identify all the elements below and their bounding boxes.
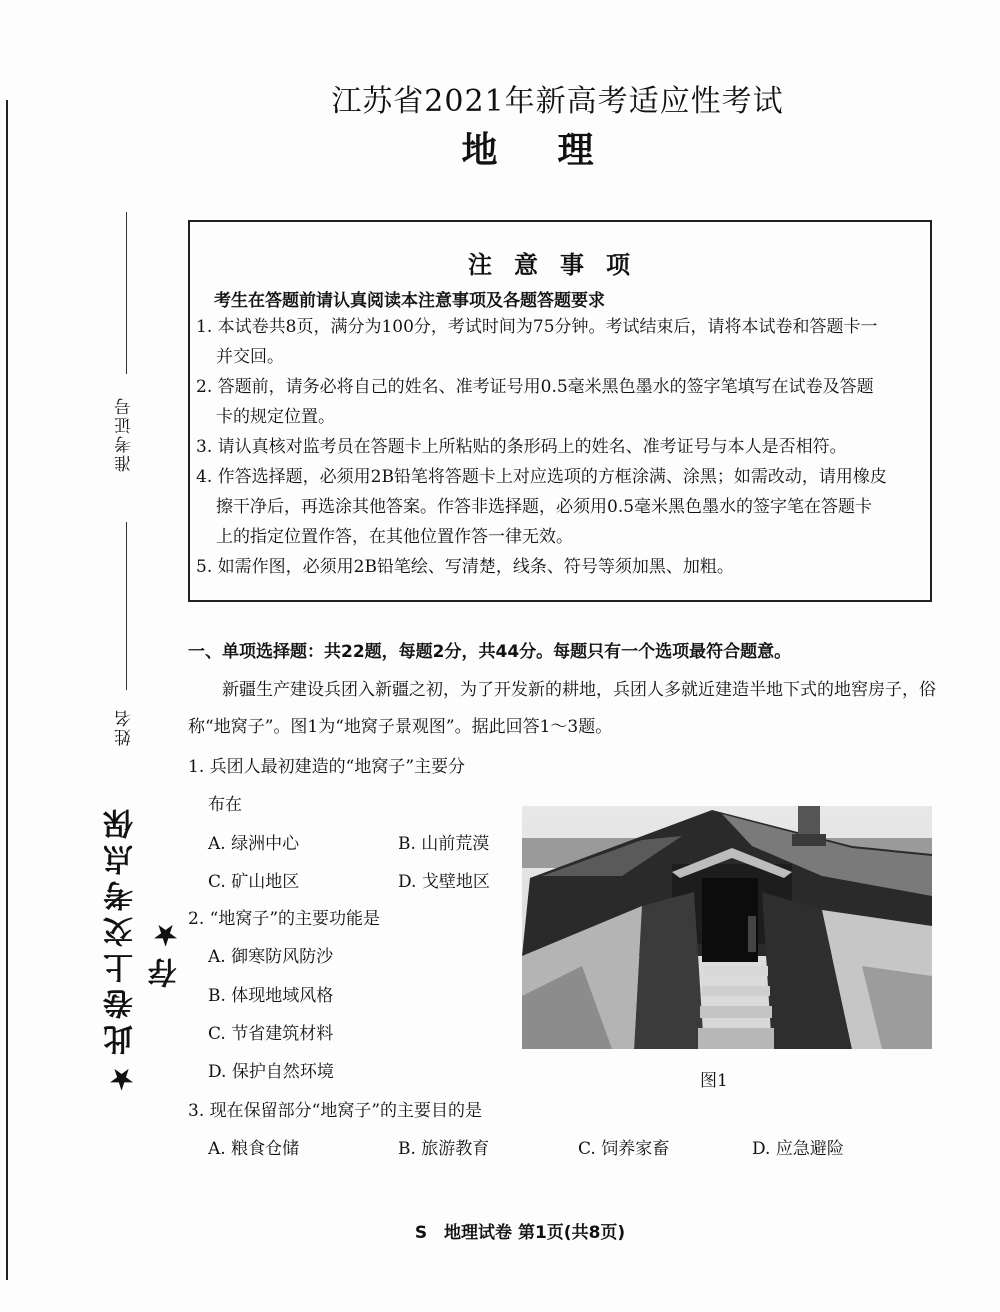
notice-subheading: 考生在答题前请认真阅读本注意事项及各题答题要求	[214, 291, 605, 311]
notice-rule: 3. 请认真核对监考员在答题卡上所粘贴的条形码上的姓名、准考证号与本人是否相符。	[196, 437, 847, 457]
option-3a: A. 粮食仓储	[208, 1139, 300, 1159]
option-1d: D. 戈壁地区	[398, 872, 490, 892]
page-footer: S 地理试卷 第1页(共8页)	[414, 1223, 626, 1243]
section-title: 一、单项选择题：共22题，每题2分，共44分。每题只有一个选项最符合题意。	[188, 642, 792, 662]
notice-rule: 并交回。	[216, 347, 284, 367]
figure-caption: 图1	[700, 1071, 728, 1091]
option-2d: D. 保护自然环境	[208, 1062, 334, 1082]
option-2b: B. 体现地域风格	[208, 986, 334, 1006]
dugout-photo	[522, 806, 932, 1049]
option-1b: B. 山前荒漠	[398, 834, 490, 854]
exam-title: 江苏省2021年新高考适应性考试	[331, 84, 784, 119]
notice-rule: 4. 作答选择题，必须用2B铅笔将答题卡上对应选项的方框涂满、涂黑；如需改动，请用橡皮	[196, 467, 887, 487]
notice-rule: 1. 本试卷共8页，满分为100分，考试时间为75分钟。考试结束后，请将本试卷和答题卡一	[196, 317, 878, 337]
margin-rule	[6, 100, 8, 1280]
notice-rule: 5. 如需作图，必须用2B铅笔绘、写清楚，线条、符号等须加黑、加粗。	[196, 557, 734, 577]
name-label: 姓名	[115, 708, 135, 746]
option-1a: A. 绿洲中心	[208, 834, 300, 854]
question-stem: 2. “地窝子”的主要功能是	[188, 909, 381, 929]
notice-rule: 擦干净后，再选涂其他答案。作答非选择题，必须用0.5毫米黑色墨水的签字笔在答题卡	[216, 497, 873, 517]
notice-heading: 注意事项	[468, 251, 652, 279]
question-stem: 1. 兵团人最初建造的“地窝子”主要分	[188, 757, 466, 777]
name-line	[126, 522, 127, 690]
option-1c: C. 矿山地区	[208, 872, 300, 892]
option-3b: B. 旅游教育	[398, 1139, 490, 1159]
notice-rule: 上的指定位置作答，在其他位置作答一律无效。	[216, 527, 573, 547]
option-2c: C. 节省建筑材料	[208, 1024, 334, 1044]
notice-rule: 卡的规定位置。	[216, 407, 335, 427]
question-stem: 布在	[208, 795, 242, 815]
question-intro: 新疆生产建设兵团入新疆之初，为了开发新的耕地，兵团人多就近建造半地下式的地窖房子，俗称“地窝子”。图1为“地窝子景观图”。据此回答1～3题。	[188, 680, 936, 737]
option-3c: C. 饲养家畜	[578, 1139, 670, 1159]
subject-title: 地理	[461, 130, 654, 171]
exam-id-line	[126, 212, 127, 374]
notice-rule: 2. 答题前，请务必将自己的姓名、准考证号用0.5毫米黑色墨水的签字笔填写在试卷及答题	[196, 377, 874, 397]
keep-paper-notice: ★此卷上交考点保存★	[104, 803, 183, 1097]
question-stem: 3. 现在保留部分“地窝子”的主要目的是	[188, 1101, 483, 1121]
option-2a: A. 御寒防风防沙	[208, 947, 334, 967]
exam-id-label: 准考证号	[115, 396, 135, 472]
option-3d: D. 应急避险	[752, 1139, 844, 1159]
